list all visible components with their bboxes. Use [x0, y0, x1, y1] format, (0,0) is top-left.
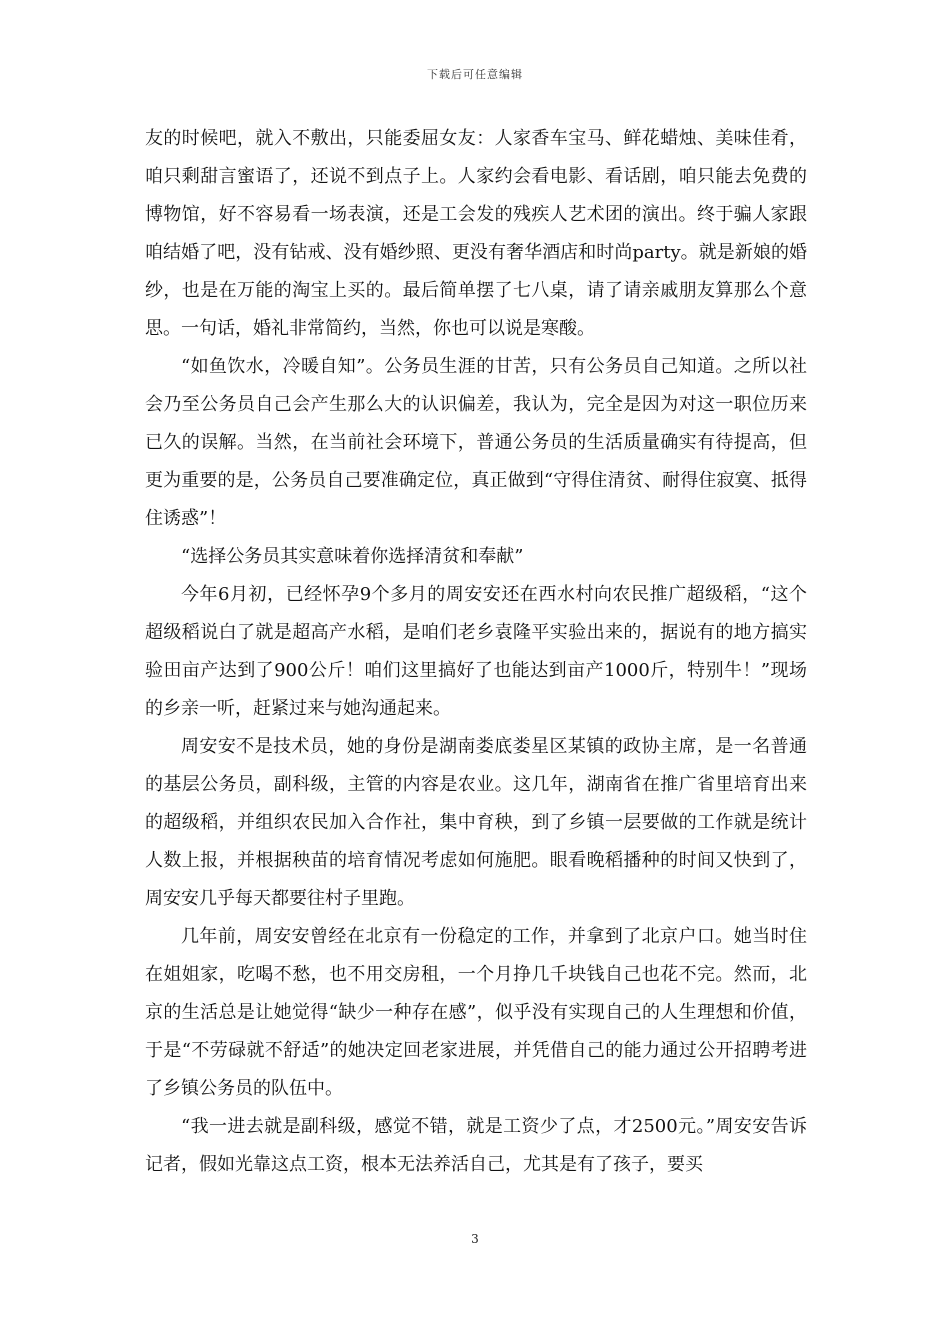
page-header: 下载后可任意编辑	[427, 68, 523, 81]
paragraph-1: 友的时候吧，就入不敷出，只能委屈女友：人家香车宝马、鲜花蜡烛、美味佳肴，咱只剩甜言蜜语了，还说不到点子上。人家约会看电影、看话剧，咱只能去免费的博物馆，好不容易看一场表演，还是工会发的残疾人艺术团的演出。终于骗人家跟咱结婚了吧，没有钻戒、没有婚纱照、更没有奢华酒店和时尚party。就是新娘的婚纱，也是在万能的淘宝上买的。最后简单摆了七八桌，请了请亲戚朋友算那么个意思。一句话，婚礼非常简约，当然，你也可以说是寒酸。	[145, 128, 807, 339]
paragraph-6: “我一进去就是副科级，感觉不错，就是工资少了点，才2500元。”周安安告诉记者，假如光靠这点工资，根本无法养活自己，尤其是有了孩子，要买	[145, 1116, 807, 1175]
page-number: 3	[471, 1232, 479, 1246]
paragraph-3: 今年6月初，已经怀孕9个多月的周安安还在西水村向农民推广超级稻，“这个超级稻说白了就是超高产水稻，是咱们老乡袁隆平实验出来的，据说有的地方搞实验田亩产达到了900公斤！咱们这里搞好了也能达到亩产1000斤，特别牛！”现场的乡亲一听，赶紧过来与她沟通起来。	[145, 584, 807, 719]
body-text	[145, 120, 807, 1184]
paragraph-4: 周安安不是技术员，她的身份是湖南娄底娄星区某镇的政协主席，是一名普通的基层公务员，副科级，主管的内容是农业。这几年，湖南省在推广省里培育出来的超级稻，并组织农民加入合作社，集中育秧，到了乡镇一层要做的工作就是统计人数上报，并根据秧苗的培育情况考虑如何施肥。眼看晚稻播种的时间又快到了，周安安几乎每天都要往村子里跑。	[145, 736, 807, 909]
paragraph-5: 几年前，周安安曾经在北京有一份稳定的工作，并拿到了北京户口。她当时住在姐姐家，吃喝不愁，也不用交房租，一个月挣几千块钱自己也花不完。然而，北京的生活总是让她觉得“缺少一种存在感”，似乎没有实现自己的人生理想和价值，于是“不劳碌就不舒适”的她决定回老家进展，并凭借自己的能力通过公开招聘考进了乡镇公务员的队伍中。	[145, 926, 807, 1099]
paragraph-2: “如鱼饮水，冷暖自知”。公务员生涯的甘苦，只有公务员自己知道。之所以社会乃至公务员自己会产生那么大的认识偏差，我认为，完全是因为对这一职位历来已久的误解。当然，在当前社会环境下，普通公务员的生活质量确实有待提高，但更为重要的是，公务员自己要准确定位，真正做到“守得住清贫、耐得住寂寞、抵得住诱惑”！	[145, 356, 807, 529]
section-heading: “选择公务员其实意味着你选择清贫和奉献”	[181, 546, 524, 567]
